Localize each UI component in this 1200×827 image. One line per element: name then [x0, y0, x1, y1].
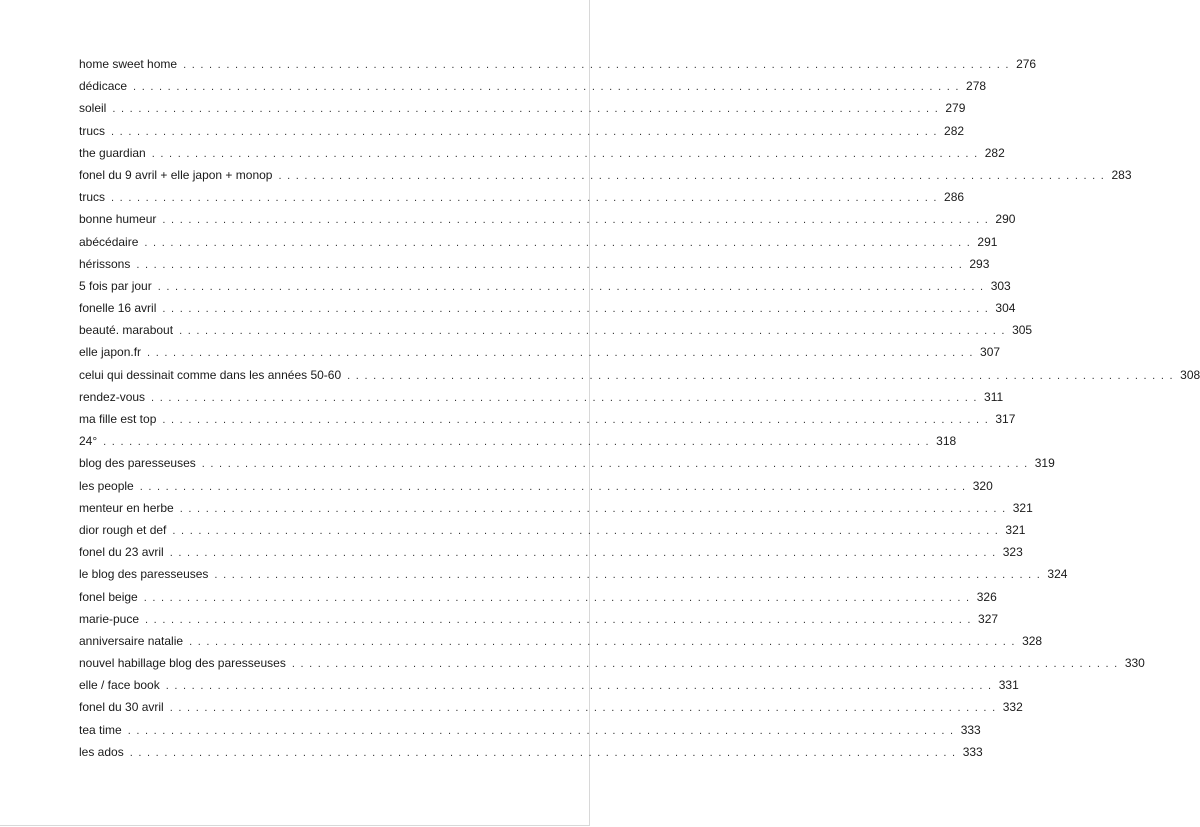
- toc-entry-page: 331: [998, 678, 1019, 693]
- toc-entry: [79, 386, 1004, 408]
- toc-dot-leader: ................................................................................................: [169, 702, 1001, 715]
- toc-dot-leader: ................................................................................................: [151, 391, 983, 404]
- toc-entry: [79, 164, 1132, 186]
- toc-dot-leader: ................................................................................................: [214, 569, 1046, 582]
- toc-entry: [79, 297, 1016, 319]
- toc-entry: [79, 364, 1200, 386]
- toc-dot-leader: ................................................................................................: [139, 480, 971, 493]
- toc-dot-leader: ................................................................................................: [144, 236, 976, 249]
- toc-entry: [79, 541, 1023, 563]
- toc-entry-page: 282: [944, 123, 965, 138]
- toc-entry-title: fonel du 9 avril + elle japon + monop: [79, 167, 273, 182]
- toc-entry-page: 282: [984, 145, 1005, 160]
- toc-dot-leader: ................................................................................................: [143, 591, 975, 604]
- toc-entry-page: 332: [1002, 700, 1023, 715]
- toc-entry-title: rendez-vous: [79, 389, 146, 404]
- toc-entry-title: elle / face book: [79, 678, 160, 693]
- toc-entry: [79, 253, 990, 275]
- toc-entry-page: 304: [995, 301, 1016, 316]
- toc-entry: [79, 586, 997, 608]
- toc-entry-title: hérissons: [79, 256, 131, 271]
- toc-entry-page: 276: [1016, 57, 1037, 71]
- toc-entry-title: le blog des paresseuses: [79, 567, 209, 582]
- toc-dot-leader: ................................................................................................: [151, 147, 983, 160]
- toc-entry-title: fonel beige: [79, 589, 138, 604]
- toc-entry-page: 303: [990, 278, 1011, 293]
- toc-dot-leader: ................................................................................................: [189, 635, 1021, 648]
- toc-entry-title: blog des paresseuses: [79, 456, 196, 471]
- toc-entry: [79, 674, 1019, 696]
- toc-entry-page: 305: [1012, 323, 1033, 338]
- toc-dot-leader: ................................................................................................: [112, 103, 944, 116]
- toc-entry: [79, 630, 1043, 652]
- toc-entry-title: the guardian: [79, 145, 146, 160]
- toc-entry-title: celui qui dessinait comme dans les années 50-60: [79, 367, 342, 382]
- toc-entry: [79, 231, 998, 253]
- toc-entry-page: 317: [995, 412, 1016, 426]
- toc-entry-page: 319: [1034, 456, 1055, 471]
- toc-entry-title: elle japon.fr: [79, 345, 142, 360]
- toc-entry-page: 320: [972, 478, 993, 493]
- toc-dot-leader: ................................................................................................: [162, 214, 994, 227]
- toc-dot-leader: ................................................................................................: [162, 414, 994, 426]
- toc-entry-title: dédicace: [79, 79, 128, 94]
- toc-entry-page: 308: [1180, 367, 1200, 382]
- toc-entry-title: dior rough et def: [79, 522, 167, 537]
- toc-entry: [79, 408, 1016, 430]
- toc-dot-leader: ................................................................................................: [162, 303, 994, 316]
- toc-entry-page: 291: [977, 234, 998, 249]
- toc-dot-leader: ................................................................................................: [165, 680, 997, 693]
- toc-entry-title: trucs: [79, 190, 106, 205]
- toc-entry: [79, 608, 999, 630]
- toc-dot-leader: ................................................................................................: [157, 280, 989, 293]
- toc-entry: [79, 186, 965, 208]
- toc-entry-title: marie-puce: [79, 611, 140, 626]
- toc-dot-leader: ................................................................................................: [278, 169, 1110, 182]
- toc-dot-leader: ................................................................................................: [147, 347, 979, 360]
- toc-entry-page: 293: [969, 256, 990, 271]
- toc-entry: [79, 53, 1037, 75]
- toc-entry-title: 24°: [79, 434, 98, 449]
- toc-entry: [79, 719, 981, 741]
- toc-entry-page: 278: [966, 79, 987, 94]
- toc-entry-title: menteur en herbe: [79, 500, 174, 515]
- toc-dot-leader: ................................................................................................: [179, 325, 1011, 338]
- toc-dot-leader: ................................................................................................: [179, 502, 1011, 515]
- toc-dot-leader: ................................................................................................: [129, 746, 961, 759]
- toc-entry-title: nouvel habillage blog des paresseuses: [79, 656, 286, 671]
- toc-entry-page: 333: [962, 744, 983, 759]
- toc-dot-leader: ................................................................................................: [183, 59, 1015, 71]
- toc-dot-leader: ................................................................................................: [172, 524, 1004, 537]
- toc-dot-leader: ................................................................................................: [169, 547, 1001, 560]
- toc-entry: [79, 275, 1011, 297]
- toc-entry-page: 279: [945, 101, 966, 116]
- toc-entry: [79, 519, 1026, 541]
- toc-entry-page: 321: [1005, 522, 1026, 537]
- toc-entry: [79, 75, 987, 97]
- toc-entry-title: tea time: [79, 722, 122, 737]
- toc-entry: [79, 741, 983, 763]
- toc-entry-title: 5 fois par jour: [79, 278, 152, 293]
- toc-dot-leader: ................................................................................................: [111, 192, 943, 205]
- toc-entry: [79, 563, 1068, 585]
- toc-dot-leader: ................................................................................................: [103, 436, 935, 449]
- toc-entry-page: 318: [936, 434, 957, 449]
- toc-entry-page: 326: [976, 589, 997, 604]
- toc-entry-title: home sweet home: [79, 57, 178, 71]
- toc-entry: [79, 341, 1001, 363]
- toc-dot-leader: ................................................................................................: [133, 81, 965, 94]
- toc-entry-page: 311: [984, 389, 1004, 404]
- toc-entry: [79, 142, 1005, 164]
- toc-entry-title: soleil: [79, 101, 107, 116]
- toc-entry-page: 323: [1002, 545, 1023, 560]
- toc-entry-title: fonel du 30 avril: [79, 700, 164, 715]
- toc-entry-page: 283: [1111, 167, 1132, 182]
- toc-entry-title: trucs: [79, 123, 106, 138]
- toc-dot-leader: ................................................................................................: [201, 458, 1033, 471]
- toc-entry-page: 328: [1022, 633, 1043, 648]
- toc-entry-page: 333: [960, 722, 981, 737]
- toc-entry-title: fonel du 23 avril: [79, 545, 164, 560]
- toc-dot-leader: ................................................................................................: [136, 258, 968, 271]
- toc-entry-title: ma fille est top: [79, 412, 157, 426]
- toc-entry: [79, 319, 1033, 341]
- table-of-contents: [79, 53, 1200, 763]
- toc-entry: [79, 452, 1055, 474]
- toc-dot-leader: ................................................................................................: [347, 369, 1179, 382]
- toc-entry: [79, 696, 1023, 718]
- toc-entry-page: 321: [1012, 500, 1033, 515]
- toc-entry: [79, 120, 965, 142]
- toc-entry-page: 307: [980, 345, 1001, 360]
- toc-entry: [79, 497, 1033, 519]
- toc-entry: [79, 97, 966, 119]
- toc-entry-title: beauté. marabout: [79, 323, 174, 338]
- toc-dot-leader: ................................................................................................: [145, 613, 977, 626]
- toc-entry-title: abécédaire: [79, 234, 139, 249]
- toc-dot-leader: ................................................................................................: [111, 125, 943, 138]
- toc-entry: [79, 208, 1016, 230]
- toc-entry-title: les people: [79, 478, 134, 493]
- toc-entry-page: 324: [1047, 567, 1068, 582]
- toc-dot-leader: ................................................................................................: [127, 724, 959, 737]
- toc-entry: [79, 430, 957, 452]
- toc-dot-leader: ................................................................................................: [291, 658, 1123, 671]
- toc-entry-title: les ados: [79, 744, 124, 759]
- toc-entry-page: 330: [1124, 656, 1145, 671]
- toc-entry-page: 286: [944, 190, 965, 205]
- toc-entry-title: fonelle 16 avril: [79, 301, 157, 316]
- toc-entry-title: anniversaire natalie: [79, 633, 184, 648]
- toc-entry-title: bonne humeur: [79, 212, 157, 227]
- toc-entry: [79, 475, 993, 497]
- toc-entry: [79, 652, 1145, 674]
- toc-entry-page: 290: [995, 212, 1016, 227]
- toc-entry-page: 327: [978, 611, 999, 626]
